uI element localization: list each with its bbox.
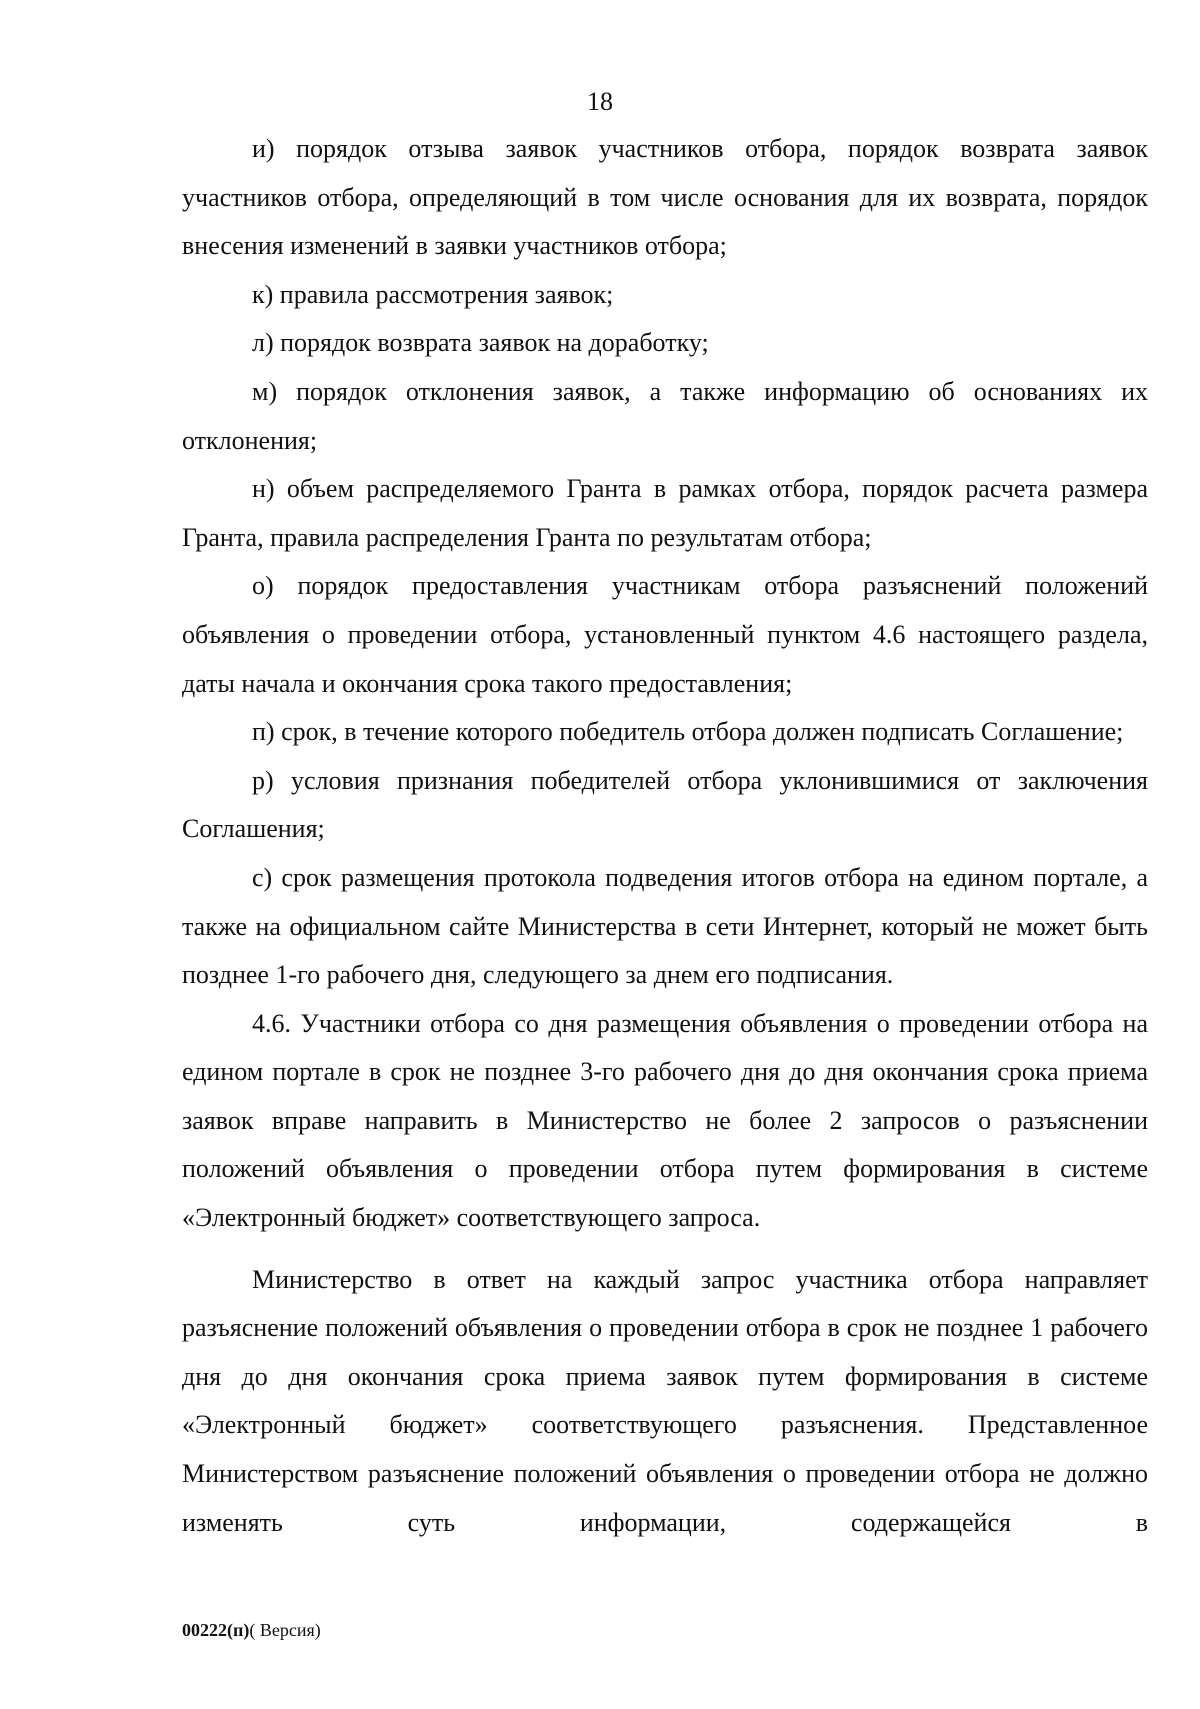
paragraph-p: п) срок, в течение которого победитель отбора должен подписать Соглашение; bbox=[252, 717, 1124, 747]
paragraph-4-6: 4.6. Участники отбора со дня размещения объявления о проведении отбора на едином портале в срок не позднее 3-го рабочего дня до дня окончания срока приема заявок вправе направить в Министерство не более 2 запросов о разъяснении положений объявления о проведении отбора путем формирования в системе «Электронный бюджет» соответствующего запроса. bbox=[182, 1008, 1148, 1233]
paragraph-r: р) условия признания победителей отбора уклонившимися от заключения Соглашения; bbox=[182, 765, 1148, 844]
paragraph-k: к) правила рассмотрения заявок; bbox=[252, 279, 614, 309]
paragraph-l: л) порядок возврата заявок на доработку; bbox=[252, 328, 709, 358]
paragraph-i: и) порядок отзыва заявок участников отбора, порядок возврата заявок участников отбора, определяющий в том числе основания для их возврата, порядок внесения изменений в заявки участников отбора; bbox=[182, 134, 1148, 261]
document-body bbox=[182, 125, 1148, 1547]
paragraph-ministry-response: Министерство в ответ на каждый запрос участника отбора направляет разъяснение положений объявления о проведении отбора в срок не позднее 1 рабочего дня до дня окончания срока приема заявок путем формирования в системе «Электронный бюджет» соответствующего разъяснения. Представленное Министерством разъяснение положений объявления о проведении отбора не должно изменять суть информации, содержащейся в bbox=[182, 1264, 1148, 1537]
paragraph-m: м) порядок отклонения заявок, а также информацию об основаниях их отклонения; bbox=[182, 376, 1148, 455]
footer bbox=[182, 1618, 321, 1642]
page-number: 18 bbox=[587, 87, 613, 116]
document-version: ( Версия) bbox=[249, 1620, 321, 1640]
paragraph-o: о) порядок предоставления участникам отбора разъяснений положений объявления о проведении отбора, установленный пунктом 4.6 настоящего раздела, даты начала и окончания срока такого предоставления; bbox=[182, 571, 1148, 698]
paragraph-n: н) объем распределяемого Гранта в рамках отбора, порядок расчета размера Гранта, правила распределения Гранта по результатам отбора; bbox=[182, 474, 1148, 552]
document-code: 00222(п) bbox=[182, 1620, 250, 1640]
paragraph-s: с) срок размещения протокола подведения итогов отбора на едином портале, а также на официальном сайте Министерства в сети Интернет, который не может быть позднее 1-го рабочего дня, следующего за днем его подписания. bbox=[182, 862, 1148, 990]
